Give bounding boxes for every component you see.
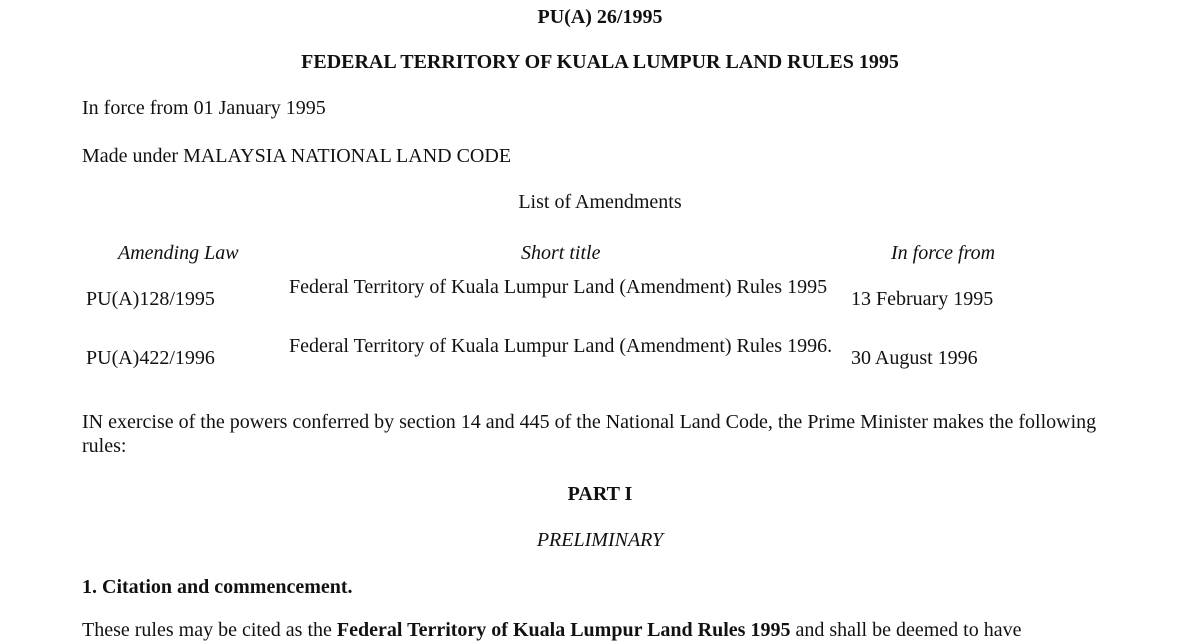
table-cell-short-title: Federal Territory of Kuala Lumpur Land (Amendment) Rules 1995	[289, 276, 828, 298]
in-force-date: In force from 01 January 1995	[82, 97, 326, 119]
section-text-start: These rules may be cited as the	[82, 619, 332, 641]
document-citation: PU(A) 26/1995	[537, 6, 663, 28]
section-body-text	[82, 619, 1021, 642]
table-cell-in-force: 30 August 1996	[851, 347, 978, 369]
part-subtitle: PRELIMINARY	[536, 529, 664, 551]
column-header-amending-law: Amending Law	[118, 242, 239, 264]
column-header-in-force-from: In force from	[891, 242, 996, 264]
table-cell-amending-law: PU(A)422/1996	[86, 347, 215, 369]
preamble-text: IN exercise of the powers conferred by section 14 and 445 of the National Land Code, the Prime Minister makes the following rules:	[82, 411, 1097, 457]
table-cell-amending-law: PU(A)128/1995	[86, 288, 215, 310]
table-cell-short-title: Federal Territory of Kuala Lumpur Land (Amendment) Rules 1996.	[289, 335, 833, 357]
column-header-short-title: Short title	[521, 242, 601, 264]
made-under-line: Made under MALAYSIA NATIONAL LAND CODE	[82, 145, 512, 167]
section-text-end: and shall be deemed to have	[795, 619, 1022, 641]
amendments-heading: List of Amendments	[518, 191, 682, 213]
section-text-bold: Federal Territory of Kuala Lumpur Land Rules 1995	[336, 619, 791, 641]
table-cell-in-force: 13 February 1995	[851, 288, 994, 310]
document-title: FEDERAL TERRITORY OF KUALA LUMPUR LAND RULES 1995	[301, 51, 899, 73]
part-label: PART I	[567, 483, 633, 505]
section-heading: 1. Citation and commencement.	[82, 576, 353, 598]
